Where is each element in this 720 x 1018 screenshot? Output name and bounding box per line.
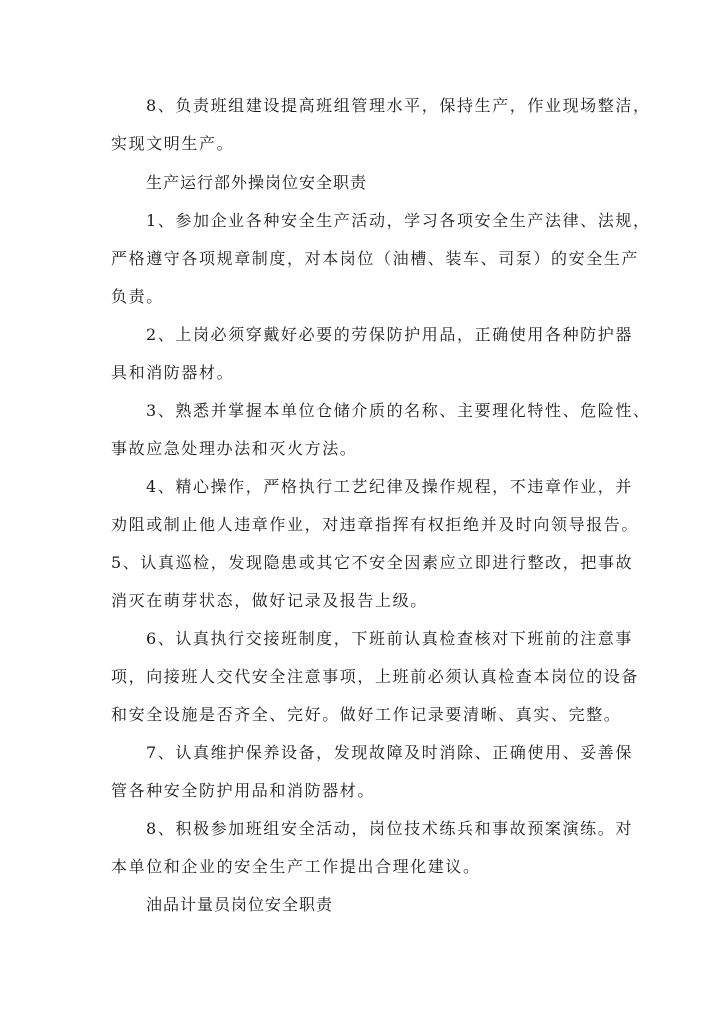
item-1-line-3: 负责。: [111, 287, 164, 306]
item-7-line-2: 管各种安全防护用品和消防器材。: [111, 781, 376, 800]
item-6-line-2: 项，向接班人交代安全注意事项，上班前必须认真检查本岗位的设备: [111, 667, 640, 686]
paragraph-8-line-2: 实现文明生产。: [111, 134, 235, 153]
item-3-line-2: 事故应急处理办法和灭火方法。: [111, 439, 358, 458]
section-heading-outside-operator: 生产运行部外操岗位安全职责: [146, 173, 368, 192]
item-2-line-1: 2、上岗必须穿戴好必要的劳保防护用品，正确使用各种防护器: [146, 325, 633, 344]
item-2-line-2: 具和消防器材。: [111, 363, 235, 382]
item-5-line-1: 5、认真巡检，发现隐患或其它不安全因素应立即进行整改，把事故: [111, 553, 634, 572]
item-6-line-1: 6、认真执行交接班制度，下班前认真检查核对下班前的注意事: [146, 629, 633, 648]
item-4-line-1: 4、精心操作，严格执行工艺纪律及操作规程，不违章作业，并: [146, 477, 633, 496]
item-4-line-2: 劝阻或制止他人违章作业，对违章指挥有权拒绝并及时向领导报告。: [111, 515, 640, 534]
item-5-line-2: 消灭在萌芽状态，做好记录及报告上级。: [111, 591, 428, 610]
paragraph-8-line-1: 8、负责班组建设提高班组管理水平，保持生产，作业现场整洁，: [146, 96, 651, 115]
item-8-line-2: 本单位和企业的安全生产工作提出合理化建议。: [111, 857, 481, 876]
item-7-line-1: 7、认真维护保养设备，发现故障及时消除、正确使用、妥善保: [146, 743, 633, 762]
item-1-line-2: 严格遵守各项规章制度，对本岗位（油槽、装车、司泵）的安全生产: [111, 249, 640, 268]
item-8-line-1: 8、积极参加班组安全活动，岗位技术练兵和事故预案演练。对: [146, 819, 633, 838]
item-6-line-3: 和安全设施是否齐全、完好。做好工作记录要清晰、真实、完整。: [111, 705, 622, 724]
section-heading-metering-clerk: 油品计量员岗位安全职责: [146, 895, 334, 914]
item-3-line-1: 3、熟悉并掌握本单位仓储介质的名称、主要理化特性、危险性、: [146, 401, 651, 420]
item-1-line-1: 1、参加企业各种安全生产活动，学习各项安全生产法律、法规，: [146, 211, 651, 230]
